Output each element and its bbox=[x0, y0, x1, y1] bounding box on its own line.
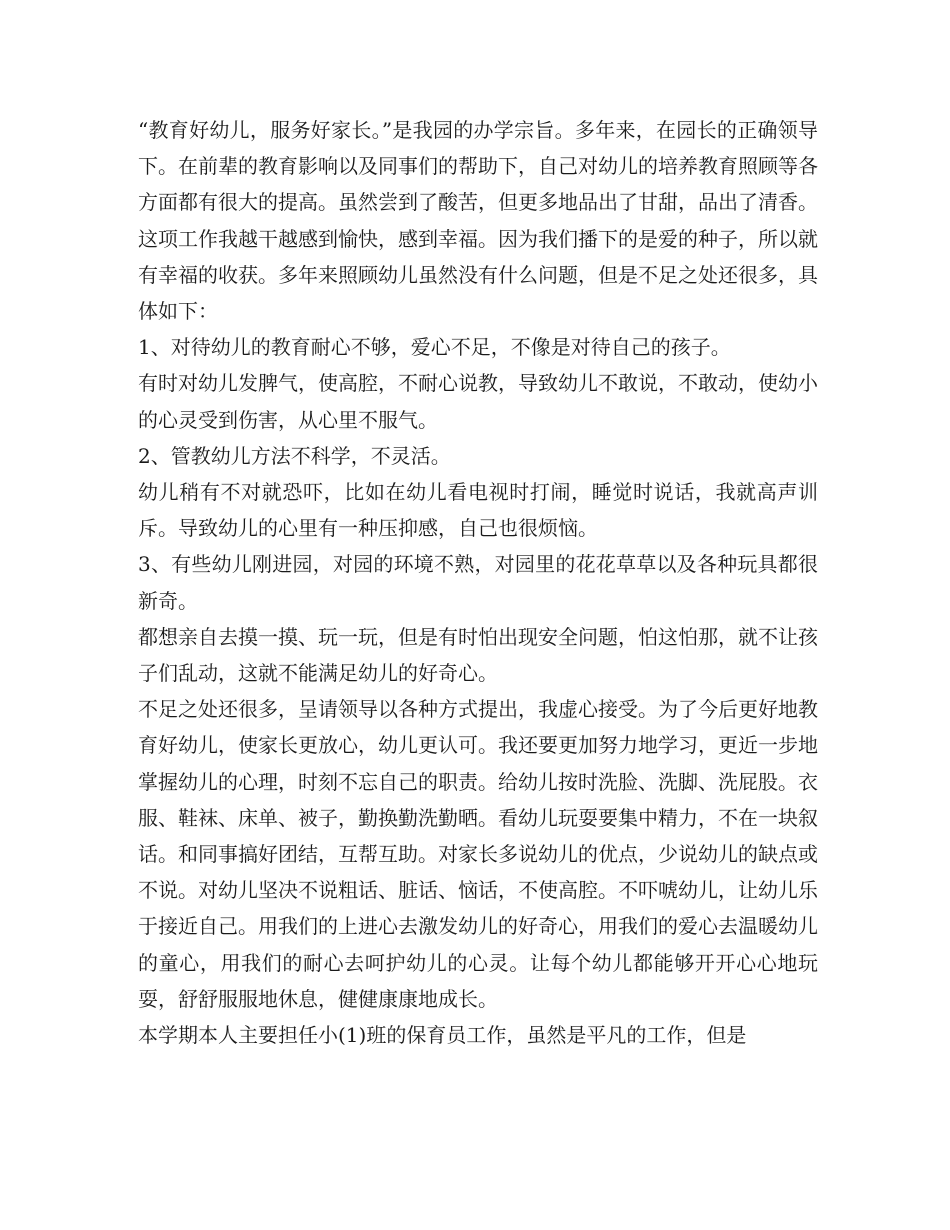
paragraph-point-2: 2、管教幼儿方法不科学，不灵活。 bbox=[138, 443, 451, 468]
paragraph-point-1-detail: 有时对幼儿发脾气，使高腔，不耐心说教，导致幼儿不敢说，不敢动，使幼小的心灵受到伤害，从心里不服气。 bbox=[138, 371, 818, 432]
paragraph-point-3-detail: 都想亲自去摸一摸、玩一玩，但是有时怕出现安全问题，怕这怕那，就不让孩子们乱动，这就不能满足幼儿的好奇心。 bbox=[138, 624, 818, 686]
paragraph-semester-work: 本学期本人主要担任小(1)班的保育员工作，虽然是平凡的工作，但是 bbox=[138, 1023, 747, 1048]
paragraph-point-2-detail: 幼儿稍有不对就恐吓，比如在幼儿看电视时打闹，睡觉时说话，我就高声训斥。导致幼儿的心里有一种压抑感，自己也很烦恼。 bbox=[138, 480, 818, 541]
document-body bbox=[138, 112, 818, 1053]
paragraph-point-3: 3、有些幼儿刚进园，对园的环境不熟，对园里的花花草草以及各种玩具都很新奇。 bbox=[138, 552, 818, 613]
paragraph-point-1: 1、对待幼儿的教育耐心不够，爱心不足，不像是对待自己的孩子。 bbox=[138, 335, 731, 360]
paragraph-intro: “教育好幼儿，服务好家长。”是我园的办学宗旨。多年来，在园长的正确领导下。在前辈的教育影响以及同事们的帮助下，自己对幼儿的培养教育照顾等各方面都有很大的提高。虽然尝到了酸苦，但更多地品出了甘甜，品出了清香。这项工作我越干越感到愉快，感到幸福。因为我们播下的是爱的种子，所以就有幸福的收获。多年来照顾幼儿虽然没有什么问题，但是不足之处还很多，具体如下： bbox=[138, 118, 818, 324]
paragraph-improvement-plan: 不足之处还很多，呈请领导以各种方式提出，我虚心接受。为了今后更好地教育好幼儿，使家长更放心，幼儿更认可。我还要更加努力地学习，更近一步地掌握幼儿的心理，时刻不忘自己的职责。给幼儿按时洗脸、洗脚、洗屁股。衣服、鞋袜、床单、被子，勤换勤洗勤晒。看幼儿玩耍要集中精力，不在一块叙话。和同事搞好团结，互帮互助。对家长多说幼儿的优点，少说幼儿的缺点或不说。对幼儿坚决不说粗话、脏话、恼话，不使高腔。不吓唬幼儿，让幼儿乐于接近自己。用我们的上进心去激发幼儿的好奇心，用我们的爱心去温暖幼儿的童心，用我们的耐心去呵护幼儿的心灵。让每个幼儿都能够开开心心地玩耍，舒舒服服地休息，健健康康地成长。 bbox=[138, 697, 818, 1011]
